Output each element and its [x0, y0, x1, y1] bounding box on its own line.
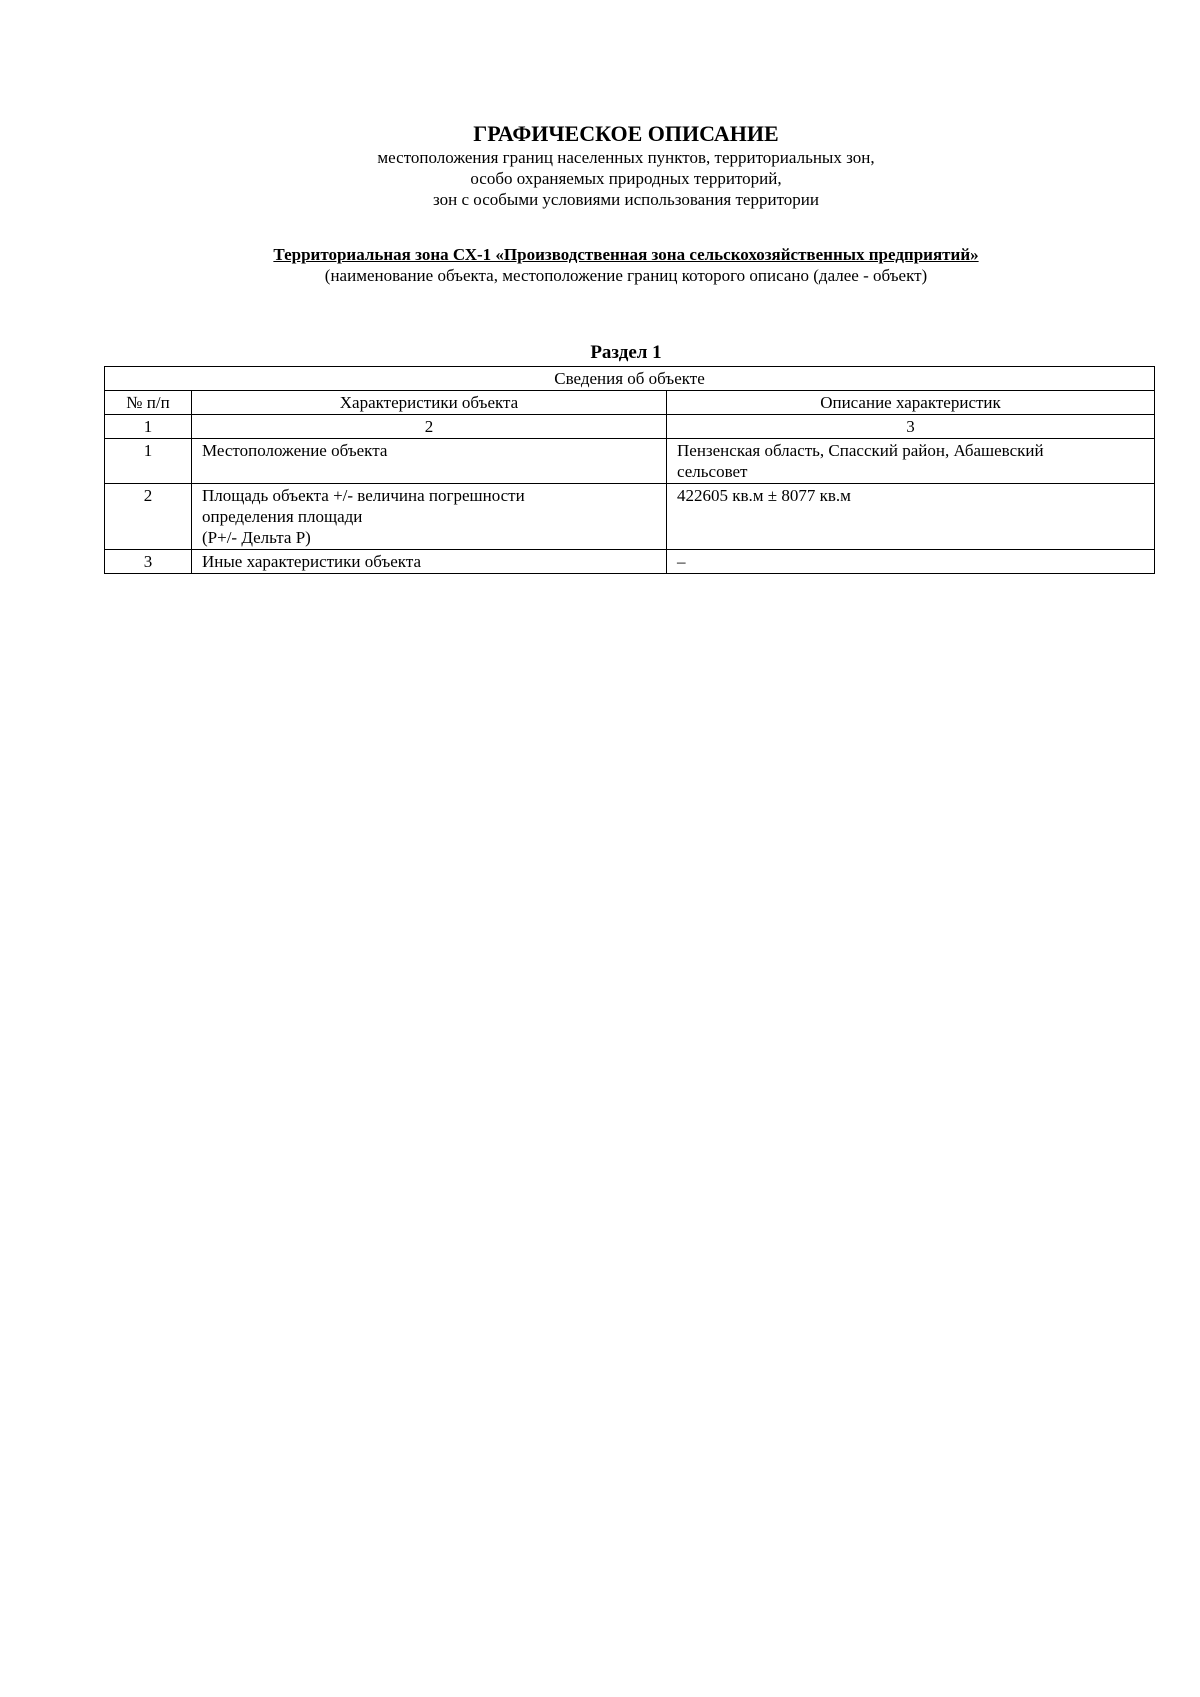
row-description	[667, 484, 1155, 550]
column-header-characteristic: Характеристики объекта	[192, 391, 667, 415]
object-block	[0, 244, 1200, 286]
table-row	[105, 484, 1155, 550]
description-line: Пензенская область, Спасский район, Абашевский	[677, 441, 1044, 460]
document-header	[0, 121, 1200, 210]
row-characteristic	[192, 550, 667, 574]
row-description	[667, 439, 1155, 484]
object-name: Территориальная зона СХ-1 «Производственная зона сельскохозяйственных предприятий»	[273, 245, 979, 264]
column-number: 3	[667, 415, 1155, 439]
subtitle-line: особо охраняемых природных территорий,	[470, 169, 782, 188]
row-description	[667, 550, 1155, 574]
characteristic-line: Иные характеристики объекта	[202, 552, 422, 571]
characteristic-line: Площадь объекта +/- величина погрешности	[202, 486, 525, 505]
characteristic-line: определения площади	[202, 507, 363, 526]
column-number-row	[105, 415, 1155, 439]
column-header-description: Описание характеристик	[667, 391, 1155, 415]
object-caption: (наименование объекта, местоположение границ которого описано (далее - объект)	[324, 266, 928, 285]
description-line: сельсовет	[677, 462, 748, 481]
characteristic-line: (P+/- Дельта P)	[202, 528, 311, 547]
table-caption-row	[105, 367, 1155, 391]
row-characteristic	[192, 439, 667, 484]
document-title: ГРАФИЧЕСКОЕ ОПИСАНИЕ	[473, 121, 779, 146]
table-row	[105, 439, 1155, 484]
characteristic-line: Местоположение объекта	[202, 441, 388, 460]
row-number: 1	[105, 439, 192, 484]
row-number: 3	[105, 550, 192, 574]
section-title: Раздел 1	[590, 342, 662, 363]
column-number: 1	[105, 415, 192, 439]
row-number: 2	[105, 484, 192, 550]
description-line: –	[677, 552, 686, 571]
column-header-num: № п/п	[105, 391, 192, 415]
subtitle-line: зон с особыми условиями использования территории	[433, 190, 819, 209]
table-header-row	[105, 391, 1155, 415]
table-row	[105, 550, 1155, 574]
description-line: 422605 кв.м ± 8077 кв.м	[677, 486, 851, 505]
row-characteristic	[192, 484, 667, 550]
table-caption: Сведения об объекте	[105, 367, 1155, 391]
subtitle-line: местоположения границ населенных пунктов, территориальных зон,	[377, 148, 875, 167]
column-number: 2	[192, 415, 667, 439]
object-info-table	[104, 366, 1155, 574]
